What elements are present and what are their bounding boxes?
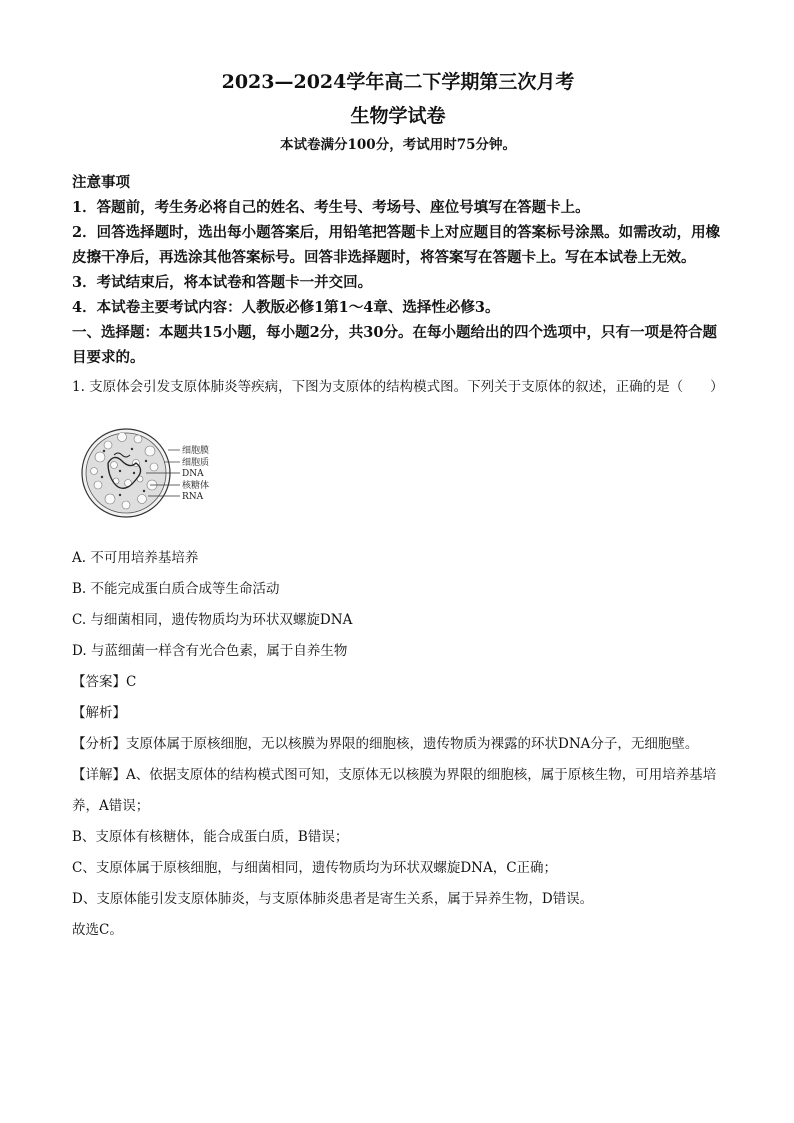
conclusion: 故选C。 [72, 921, 123, 938]
section-heading: 一、选择题：本题共15小题，每小题2分，共30分。在每小题给出的四个选项中，只有一项是符合题目要求的。 [72, 323, 717, 366]
exam-page [72, 68, 724, 946]
label-rna: RNA [182, 491, 204, 502]
option-c: C. 与细菌相同，遗传物质均为环状双螺旋DNA [72, 611, 353, 628]
mycoplasma-structure-illustration [80, 415, 240, 535]
note-item-1: 1．答题前，考生务必将自己的姓名、考生号、考场号、座位号填写在答题卡上。 [72, 198, 590, 216]
notes-heading: 注意事项 [72, 173, 130, 191]
note-item-4: 4．本试卷主要考试内容：人教版必修1第1～4章、选择性必修3。 [72, 298, 500, 316]
option-b: B. 不能完成蛋白质合成等生命活动 [72, 580, 280, 597]
subject-title: 生物学试卷 [350, 105, 446, 127]
answer-line [72, 667, 724, 698]
fenxi-text: 支原体属于原核细胞，无以核膜为界限的细胞核，遗传物质为裸露的环状DNA分子，无细胞壁。 [126, 735, 699, 752]
note-item-2: 2．回答选择题时，选出每小题答案后，用铅笔把答题卡上对应题目的答案标号涂黑。如需改动，用橡皮擦干净后，再选涂其他答案标号。回答非选择题时，将答案写在答题卡上。写在本试卷上无效。 [72, 223, 721, 266]
exam-title: 2023—2024学年高二下学期第三次月考 [221, 71, 575, 93]
mycoplasma-diagram [80, 415, 240, 535]
label-cytoplasm: 细胞质 [182, 457, 210, 468]
fenxi-tag: 【分析】 [72, 735, 126, 752]
note-item-3: 3．考试结束后，将本试卷和答题卡一并交回。 [72, 273, 373, 291]
label-cell-membrane: 细胞膜 [182, 445, 210, 456]
exam-meta: 本试卷满分100分，考试用时75分钟。 [280, 137, 516, 153]
question-stem: 1. 支原体会引发支原体肺炎等疾病，下图为支原体的结构模式图。下列关于支原体的叙述，正确的是（ ） [72, 378, 724, 395]
xiangjie-tag: 【详解】 [72, 766, 126, 783]
answer-tag: 【答案】 [72, 673, 126, 690]
analysis-tag: 【解析】 [72, 704, 126, 721]
xiangjie-b: B、支原体有核糖体，能合成蛋白质，B错误； [72, 828, 349, 845]
fenxi-paragraph [72, 729, 724, 760]
answer-value: C [126, 673, 137, 690]
xiangjie-a: A、依据支原体的结构模式图可知，支原体无以核膜为界限的细胞核，属于原核生物，可用培养基培养，A错误； [72, 766, 717, 814]
xiangjie-d: D、支原体能引发支原体肺炎，与支原体肺炎患者是寄生关系，属于异养生物，D错误。 [72, 890, 594, 907]
option-a: A. 不可用培养基培养 [72, 549, 199, 566]
label-dna: DNA [182, 468, 204, 479]
xiangjie-c: C、支原体属于原核细胞，与细菌相同，遗传物质均为环状双螺旋DNA，C正确； [72, 859, 558, 876]
xiangjie-paragraph [72, 760, 724, 822]
option-d: D. 与蓝细菌一样含有光合色素，属于自养生物 [72, 642, 348, 659]
label-ribosome: 核糖体 [182, 480, 210, 491]
